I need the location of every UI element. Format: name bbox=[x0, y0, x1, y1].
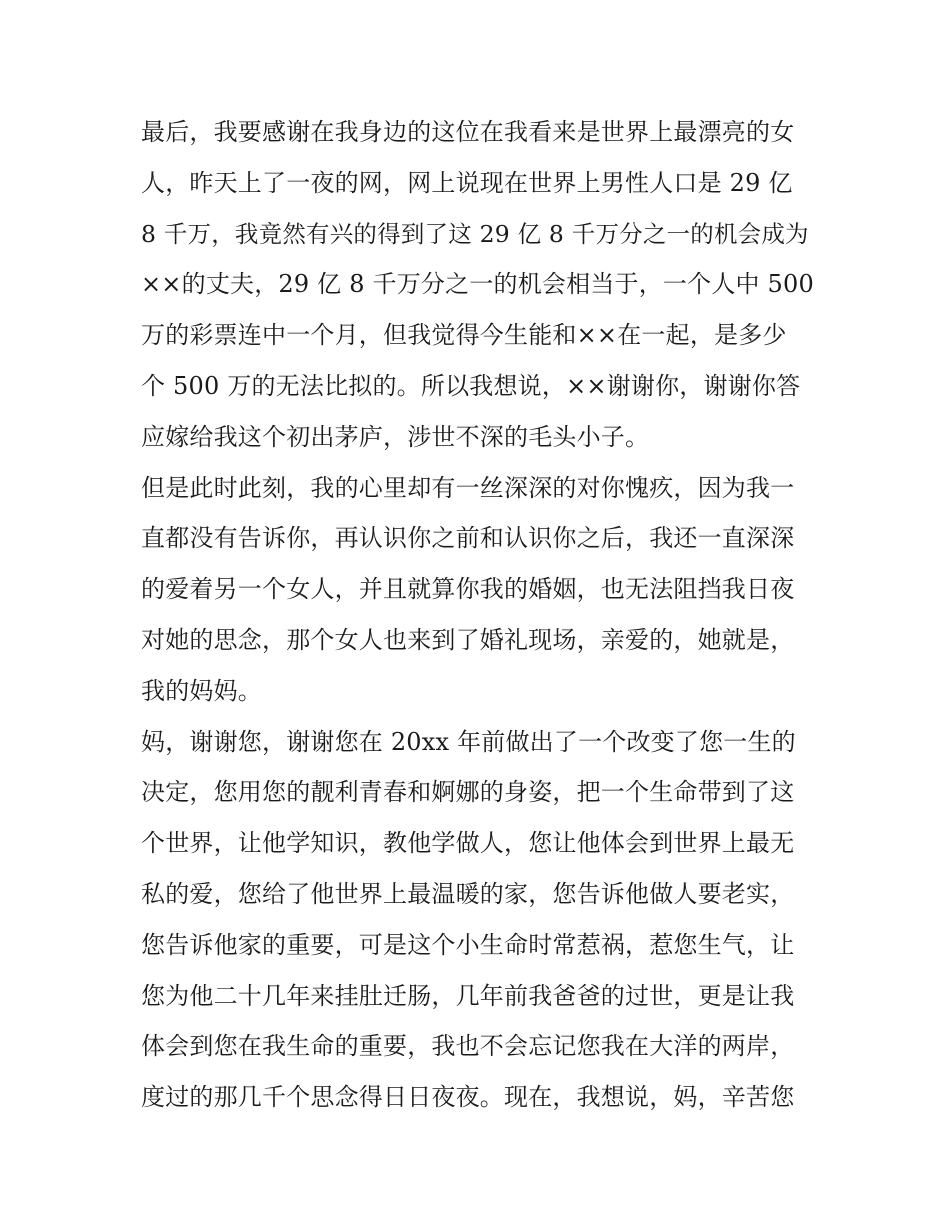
text-line: 妈，谢谢您，谢谢您在 20xx 年前做出了一个改变了您一生的 bbox=[141, 727, 796, 756]
body-text bbox=[141, 107, 821, 1123]
text-line: 人，昨天上了一夜的网，网上说现在世界上男性人口是 29 亿 bbox=[141, 168, 793, 197]
text-line: 对她的思念，那个女人也来到了婚礼现场，亲爱的，她就是， bbox=[141, 625, 795, 654]
text-line: ××的丈夫，29 亿 8 千万分之一的机会相当于，一个人中 500 bbox=[141, 270, 814, 299]
text-line: 您为他二十几年来挂肚迁肠，几年前我爸爸的过世，更是让我 bbox=[141, 981, 795, 1010]
text-line: 度过的那几千个思念得日日夜夜。现在，我想说，妈，辛苦您 bbox=[141, 1083, 795, 1112]
text-line: 8 千万，我竟然有兴的得到了这 29 亿 8 千万分之一的机会成为 bbox=[141, 219, 809, 248]
text-line: 私的爱，您给了他世界上最温暖的家，您告诉他做人要老实， bbox=[141, 879, 795, 908]
text-line: 您告诉他家的重要，可是这个小生命时常惹祸，惹您生气，让 bbox=[141, 930, 795, 959]
text-line: 个世界，让他学知识，教他学做人，您让他体会到世界上最无 bbox=[141, 829, 795, 858]
text-line: 万的彩票连中一个月，但我觉得今生能和××在一起，是多少 bbox=[141, 321, 787, 350]
text-line: 直都没有告诉你，再认识你之前和认识你之后，我还一直深深 bbox=[141, 524, 795, 553]
text-line: 最后，我要感谢在我身边的这位在我看来是世界上最漂亮的女 bbox=[141, 118, 795, 146]
text-line: 我的妈妈。 bbox=[141, 676, 262, 705]
text-line: 个 500 万的无法比拟的。所以我想说，××谢谢你，谢谢你答 bbox=[141, 371, 801, 400]
text-line: 决定，您用您的靓利青春和婀娜的身姿，把一个生命带到了这 bbox=[141, 778, 795, 807]
text-line: 应嫁给我这个初出茅庐，涉世不深的毛头小子。 bbox=[141, 422, 650, 451]
text-line: 但是此时此刻，我的心里却有一丝深深的对你愧疚，因为我一 bbox=[141, 473, 795, 502]
text-line: 的爱着另一个女人，并且就算你我的婚姻，也无法阻挡我日夜 bbox=[141, 575, 795, 604]
text-line: 体会到您在我生命的重要，我也不会忘记您我在大洋的两岸， bbox=[141, 1032, 795, 1061]
